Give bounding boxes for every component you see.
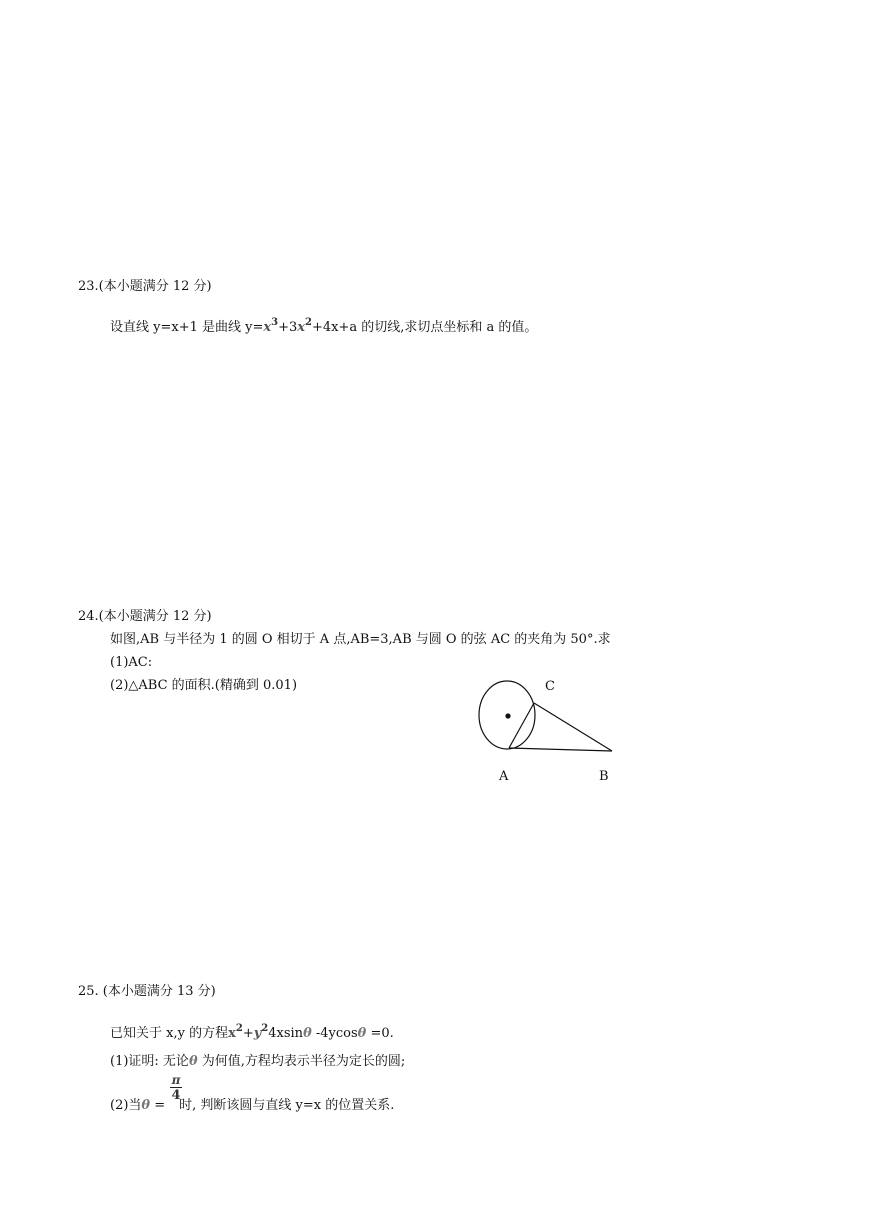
q25-l1-text-a: 已知关于 x,y 的方程: [110, 1026, 229, 1041]
q23-x2: x: [297, 320, 306, 335]
segment-cb: [534, 703, 612, 751]
label-a: A: [499, 769, 509, 784]
q25-l1-exp1: 2: [235, 1023, 243, 1034]
q25-l2-text-a: (1)证明: 无论: [110, 1054, 189, 1069]
q24-line3: (2)△ABC 的面积.(精确到 0.01): [110, 678, 298, 693]
tangent-ab: [509, 748, 612, 751]
label-b: B: [599, 769, 609, 784]
q25-l3-theta: θ: [141, 1098, 151, 1113]
chord-ac: [509, 703, 534, 748]
q23-text-a: 设直线 y=x+1 是曲线 y=: [110, 320, 264, 335]
q25-l2-theta: θ: [188, 1054, 198, 1069]
q23-x1: x: [263, 320, 272, 335]
q25-l1-text-d: =0.: [366, 1026, 394, 1041]
q25-l1-theta2: θ: [357, 1026, 367, 1041]
q25-line2: [110, 1053, 405, 1071]
q25-l3-equals: =: [150, 1098, 166, 1113]
q25-l1-text-b: 4xsin: [268, 1026, 304, 1041]
q23-header: 23.(本小题满分 12 分): [78, 279, 212, 294]
q25-l1-x: x: [228, 1026, 236, 1041]
fraction-denominator: 4: [171, 1088, 181, 1103]
q25-header: 25. (本小题满分 13 分): [78, 984, 216, 999]
q25-l1-plus: +: [242, 1026, 254, 1041]
q23-text-c: +4x+a 的切线,求切点坐标和 a 的值。: [312, 320, 538, 335]
q24-line2: (1)AC:: [110, 655, 153, 670]
q25-l1-y: y: [253, 1026, 262, 1041]
q25-fraction-pi-over-4: [169, 1073, 183, 1103]
q25-l2-text-b: 为何值,方程均表示半径为定长的圆;: [197, 1054, 406, 1069]
q23-exp2: 2: [305, 317, 313, 328]
fraction-numerator: π: [171, 1073, 181, 1087]
q24-line1: 如图,AB 与半径为 1 的圆 O 相切于 A 点,AB=3,AB 与圆 O 的弦 AC 的夹角为 50°.求: [110, 632, 611, 647]
q23-text-b: +3: [278, 320, 298, 335]
label-c: C: [545, 679, 555, 694]
q25-l1-exp2: 2: [261, 1023, 269, 1034]
q25-line1: [110, 1020, 394, 1043]
q23-statement: [110, 314, 537, 337]
q25-line3: [110, 1097, 394, 1115]
q23-exp1: 3: [271, 317, 279, 328]
q24-header: 24.(本小题满分 12 分): [78, 609, 212, 624]
q24-geometry-figure: [470, 670, 640, 790]
q25-l3-text-a: (2)当: [110, 1098, 142, 1113]
q25-l3-text-b: 时, 判断该圆与直线 y=x 的位置关系.: [179, 1098, 395, 1113]
q25-l1-text-c: -4ycos: [311, 1026, 358, 1041]
q25-l1-theta1: θ: [303, 1026, 312, 1041]
circle-center-point: [505, 713, 510, 718]
